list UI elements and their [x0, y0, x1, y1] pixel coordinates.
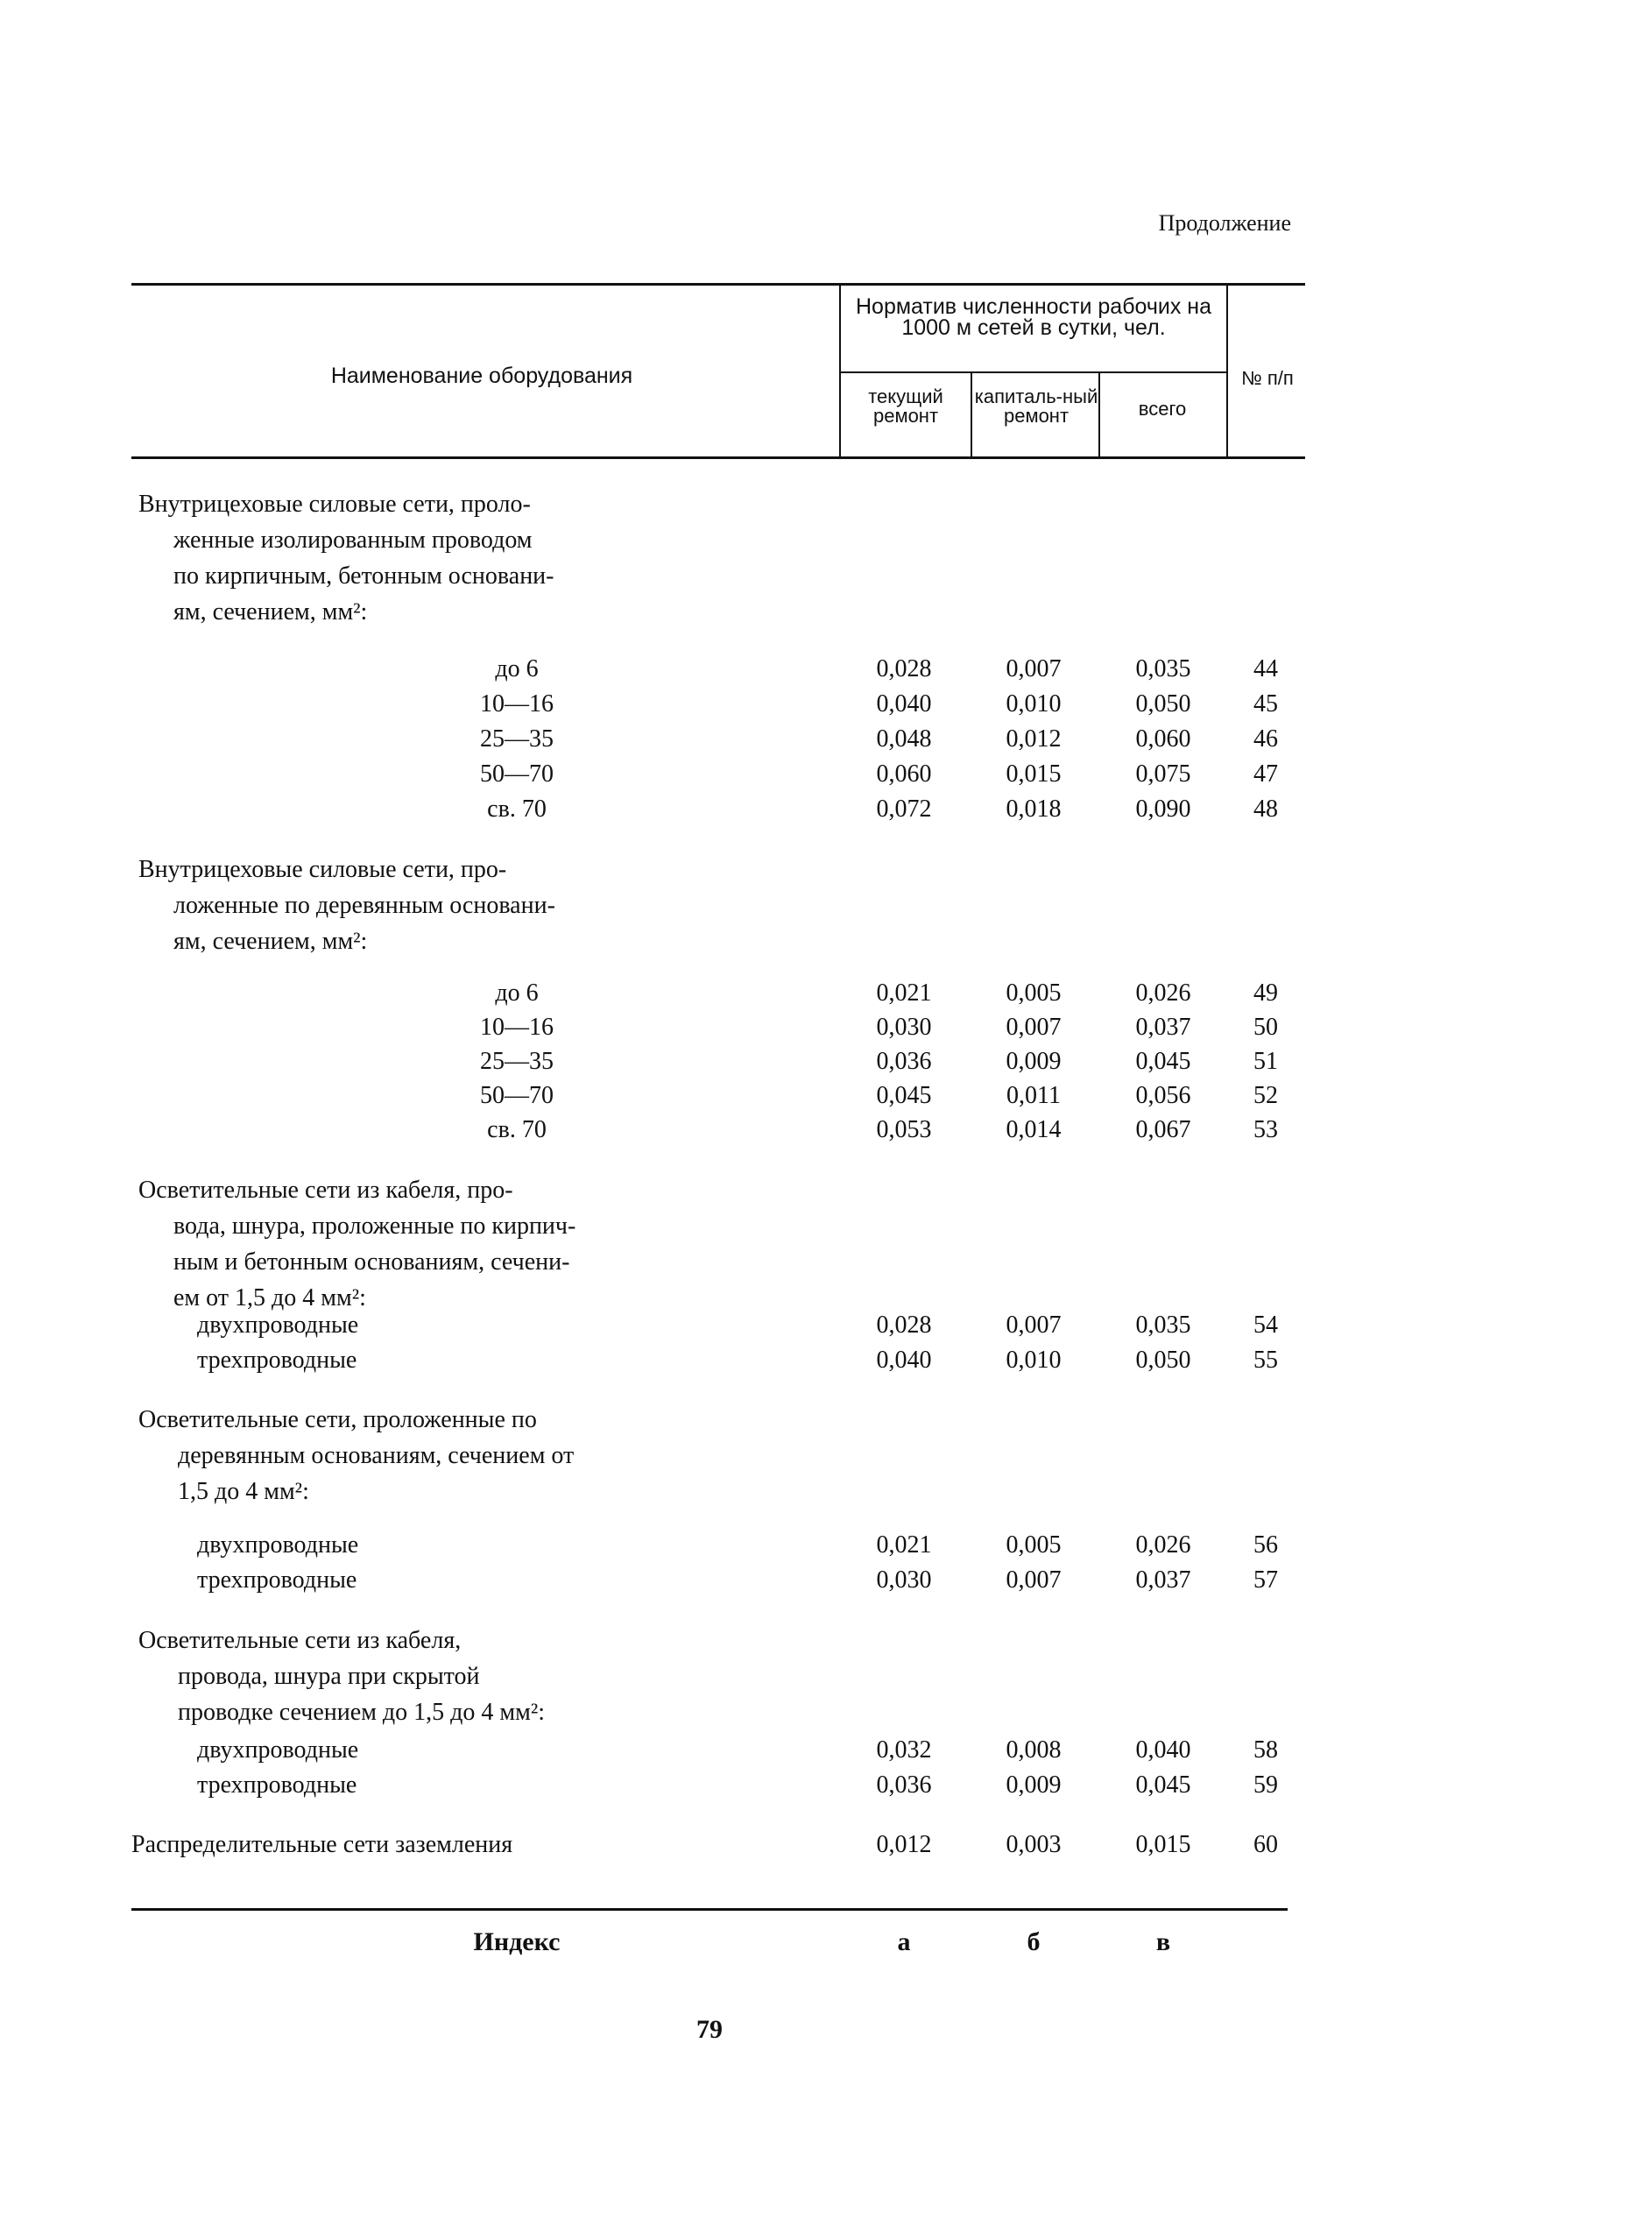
row-label: двухпроводные: [197, 1736, 359, 1764]
table-row: [0, 1014, 1652, 1049]
cell-current: 0,028: [876, 1311, 932, 1339]
cell-current: 0,030: [876, 1566, 932, 1594]
cell-number: 44: [1253, 655, 1278, 682]
table-row: [0, 795, 1652, 831]
section-title-line: по кирпичным, бетонным основани-: [173, 562, 554, 590]
cell-current: 0,021: [876, 1531, 932, 1559]
cell-capital: 0,008: [1006, 1736, 1062, 1764]
cell-total: 0,050: [1135, 1347, 1191, 1374]
cell-current: 0,012: [876, 1831, 932, 1858]
table-row: [0, 1116, 1652, 1151]
cell-number: 52: [1253, 1082, 1278, 1109]
cell-total: 0,045: [1135, 1048, 1191, 1075]
cell-capital: 0,005: [1006, 1531, 1062, 1559]
row-label: 10—16: [480, 1014, 554, 1041]
cell-current: 0,036: [876, 1771, 932, 1799]
section-title: [138, 1623, 545, 1730]
section-title-line: проводке сечением до 1,5 до 4 мм²:: [178, 1699, 546, 1726]
cell-number: 53: [1253, 1116, 1278, 1143]
index-b: б: [1027, 1927, 1041, 1956]
cell-capital: 0,012: [1006, 725, 1062, 753]
cell-number: 49: [1253, 979, 1278, 1007]
row-label: до 6: [495, 979, 539, 1007]
row-label: трехпроводные: [197, 1347, 357, 1374]
cell-capital: 0,018: [1006, 795, 1062, 823]
section-title-line: деревянным основаниям, сечением от: [178, 1442, 575, 1469]
table-row: [0, 690, 1652, 725]
cell-total: 0,026: [1135, 1531, 1191, 1559]
row-label: 25—35: [480, 1048, 554, 1075]
cell-current: 0,030: [876, 1014, 932, 1041]
continuation-label: Продолжение: [1158, 210, 1291, 236]
cell-number: 45: [1253, 690, 1278, 718]
table-row: [0, 1347, 1652, 1382]
header-norm-group: Норматив численности рабочих на 1000 м сетей в сутки, чел.: [855, 294, 1212, 340]
section-title-line: Осветительные сети, проложенные по: [138, 1406, 537, 1433]
section-title-line: Осветительные сети из кабеля, про-: [138, 1177, 513, 1204]
section-title-line: ем от 1,5 до 4 мм²:: [173, 1284, 366, 1311]
cell-total: 0,090: [1135, 795, 1191, 823]
cell-capital: 0,009: [1006, 1771, 1062, 1799]
cell-number: 47: [1253, 760, 1278, 788]
table-row: [0, 655, 1652, 690]
cell-number: 60: [1253, 1831, 1278, 1858]
header-divider-2: [971, 372, 972, 457]
row-label: 25—35: [480, 725, 554, 753]
row-label: трехпроводные: [197, 1566, 357, 1594]
cell-total: 0,035: [1135, 1311, 1191, 1339]
row-label: св. 70: [487, 795, 547, 823]
cell-number: 50: [1253, 1014, 1278, 1041]
cell-current: 0,072: [876, 795, 932, 823]
table-row: [0, 979, 1652, 1015]
section-title: [138, 1402, 574, 1509]
table-row: [0, 725, 1652, 760]
section-title-line: Внутрицеховые силовые сети, проло-: [138, 491, 531, 518]
section-title-line: женные изолированным проводом: [173, 527, 533, 554]
cell-current: 0,028: [876, 655, 932, 682]
cell-total: 0,056: [1135, 1082, 1191, 1109]
cell-current: 0,045: [876, 1082, 932, 1109]
page-number: 79: [696, 2015, 723, 2044]
section-title-line: провода, шнура при скрытой: [178, 1663, 480, 1690]
cell-total: 0,035: [1135, 655, 1191, 682]
header-capital-repair: капиталь-ный ремонт: [974, 385, 1098, 427]
cell-total: 0,037: [1135, 1014, 1191, 1041]
table-row: [0, 1311, 1652, 1347]
cell-number: 46: [1253, 725, 1278, 753]
row-label: до 6: [495, 655, 539, 682]
table-row: [0, 760, 1652, 795]
index-v: в: [1155, 1927, 1171, 1956]
table-row: [0, 1566, 1652, 1601]
cell-current: 0,060: [876, 760, 932, 788]
cell-capital: 0,009: [1006, 1048, 1062, 1075]
header-total: всего: [1138, 398, 1187, 420]
table-row: [0, 1531, 1652, 1566]
cell-capital: 0,007: [1006, 1311, 1062, 1339]
row-label: 50—70: [480, 760, 554, 788]
cell-current: 0,040: [876, 1347, 932, 1374]
row-label: св. 70: [487, 1116, 547, 1143]
cell-total: 0,075: [1135, 760, 1191, 788]
table-row: [0, 1831, 1652, 1866]
table-bottom-rule: [131, 1908, 1288, 1911]
row-label: трехпроводные: [197, 1771, 357, 1799]
header-current-repair: текущий ремонт: [868, 385, 943, 427]
cell-total: 0,067: [1135, 1116, 1191, 1143]
cell-current: 0,048: [876, 725, 932, 753]
cell-total: 0,037: [1135, 1566, 1191, 1594]
cell-current: 0,053: [876, 1116, 932, 1143]
cell-total: 0,050: [1135, 690, 1191, 718]
section-title-line: ям, сечением, мм²:: [173, 928, 368, 955]
cell-number: 48: [1253, 795, 1278, 823]
header-equipment-name: Наименование оборудования: [330, 364, 633, 388]
cell-capital: 0,015: [1006, 760, 1062, 788]
table-row: [0, 1082, 1652, 1117]
row-label: двухпроводные: [197, 1311, 359, 1339]
table-top-rule: [131, 283, 1305, 286]
cell-current: 0,040: [876, 690, 932, 718]
header-bottom-rule: [131, 456, 1305, 459]
cell-total: 0,045: [1135, 1771, 1191, 1799]
table-row: [0, 1048, 1652, 1083]
cell-capital: 0,007: [1006, 1014, 1062, 1041]
section-title: [138, 486, 554, 630]
cell-number: 55: [1253, 1347, 1278, 1374]
cell-number: 57: [1253, 1566, 1278, 1594]
cell-total: 0,060: [1135, 725, 1191, 753]
section-title-line: вода, шнура, проложенные по кирпич-: [173, 1212, 576, 1240]
index-label: Индекс: [473, 1927, 561, 1956]
cell-number: 58: [1253, 1736, 1278, 1764]
section-title-line: ложенные по деревянным основани-: [173, 892, 555, 919]
header-subgroup-rule: [839, 371, 1228, 373]
section-title-line: 1,5 до 4 мм²:: [178, 1478, 309, 1505]
row-label: двухпроводные: [197, 1531, 359, 1559]
cell-number: 56: [1253, 1531, 1278, 1559]
section-title-line: Внутрицеховые силовые сети, про-: [138, 856, 507, 883]
cell-capital: 0,014: [1006, 1116, 1062, 1143]
cell-current: 0,032: [876, 1736, 932, 1764]
section-title: [138, 1172, 575, 1316]
table-row: [0, 1771, 1652, 1806]
section-title-line: Осветительные сети из кабеля,: [138, 1627, 462, 1654]
cell-capital: 0,005: [1006, 979, 1062, 1007]
cell-capital: 0,003: [1006, 1831, 1062, 1858]
cell-current: 0,036: [876, 1048, 932, 1075]
cell-number: 59: [1253, 1771, 1278, 1799]
cell-current: 0,021: [876, 979, 932, 1007]
row-label: 50—70: [480, 1082, 554, 1109]
cell-total: 0,040: [1135, 1736, 1191, 1764]
cell-number: 51: [1253, 1048, 1278, 1075]
cell-number: 54: [1253, 1311, 1278, 1339]
section-title-line: ям, сечением, мм²:: [173, 598, 368, 626]
section-title: [138, 852, 555, 959]
cell-capital: 0,010: [1006, 690, 1062, 718]
section-title-line: ным и бетонным основаниям, сечени-: [173, 1248, 570, 1276]
cell-capital: 0,010: [1006, 1347, 1062, 1374]
row-label: Распределительные сети заземления: [131, 1831, 513, 1858]
table-row: [0, 1736, 1652, 1771]
row-label: 10—16: [480, 690, 554, 718]
cell-capital: 0,007: [1006, 1566, 1062, 1594]
cell-capital: 0,007: [1006, 655, 1062, 682]
cell-total: 0,015: [1135, 1831, 1191, 1858]
cell-total: 0,026: [1135, 979, 1191, 1007]
cell-capital: 0,011: [1006, 1082, 1061, 1109]
index-a: а: [897, 1927, 911, 1956]
header-row-number: № п/п: [1241, 367, 1294, 389]
